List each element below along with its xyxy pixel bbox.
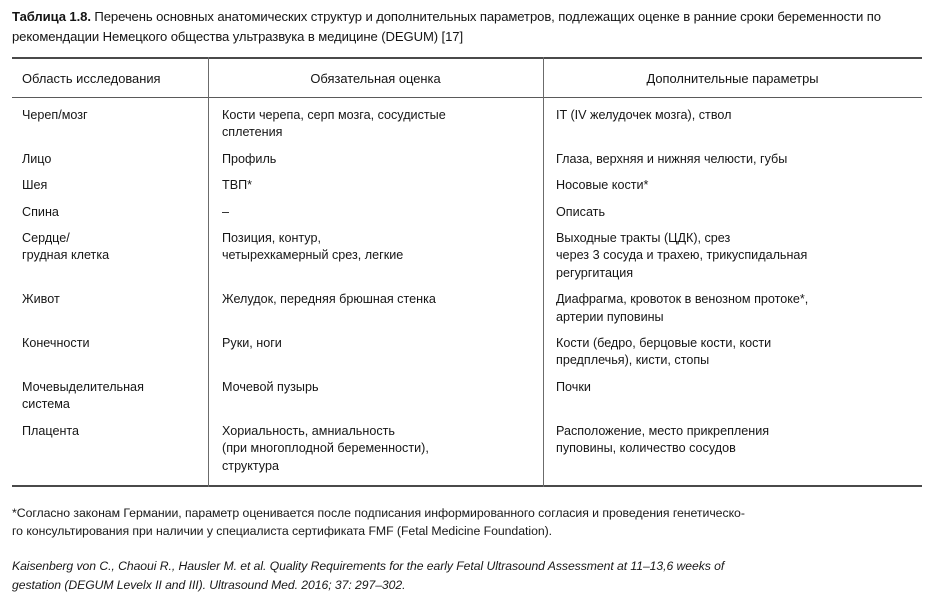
- table-row: [12, 418, 922, 486]
- table-row: [12, 286, 922, 330]
- citation-line-2: gestation (DEGUM Levelx II and III). Ultrasound Med. 2016; 37: 297–302.: [12, 577, 406, 592]
- cell-text-line: Диафрагма, кровоток в венозном протоке*,: [556, 292, 809, 307]
- cell-text-line: ТВП*: [222, 178, 253, 193]
- table-row: [12, 330, 922, 374]
- cell-text-line: Расположение, место прикрепления: [556, 423, 770, 438]
- column-header-additional: Дополнительные параметры: [646, 71, 819, 86]
- cell-text-line: Спина: [22, 204, 59, 219]
- cell-area: [12, 374, 208, 418]
- cell-text-line: грудная клетка: [22, 248, 110, 263]
- table-row: [12, 199, 922, 225]
- cell-text-line: Мочевыделительная: [22, 379, 144, 394]
- table-row: [12, 172, 922, 198]
- cell-required: [208, 374, 543, 418]
- cell-area: [12, 330, 208, 374]
- table-caption-text: Перечень основных анатомических структур и дополнительных параметров, подлежащих оценке в ранние сроки беременности по рекомендации Немецкого общества ультразвука в медицине (DEGUM) [17]: [12, 9, 881, 44]
- footnote-line-1: *Согласно законам Германии, параметр оценивается после подписания информированного согласия и проведения генетическо-: [12, 505, 745, 520]
- cell-area: [12, 286, 208, 330]
- table-header-row: [12, 58, 922, 98]
- cell-text-line: (при многоплодной беременности),: [222, 441, 429, 456]
- cell-text-line: Выходные тракты (ЦДК), срез: [556, 231, 731, 246]
- cell-text-line: регургитация: [556, 265, 634, 280]
- table-footnote: [12, 504, 922, 540]
- anatomy-checklist-table: [12, 57, 922, 487]
- cell-text-line: структура: [222, 458, 279, 473]
- cell-additional: [543, 418, 922, 486]
- column-header-required: Обязательная оценка: [310, 71, 441, 86]
- cell-required: [208, 146, 543, 172]
- cell-additional: [543, 199, 922, 225]
- cell-required: [208, 330, 543, 374]
- cell-text-line: Описать: [556, 204, 606, 219]
- cell-area: [12, 225, 208, 286]
- table-row: [12, 98, 922, 146]
- cell-required: [208, 418, 543, 486]
- cell-area: [12, 172, 208, 198]
- cell-text-line: Носовые кости*: [556, 178, 649, 193]
- cell-area: [12, 146, 208, 172]
- cell-text-line: система: [22, 397, 70, 412]
- cell-text-line: Конечности: [22, 336, 90, 351]
- cell-text-line: Кости (бедро, берцовые кости, кости: [556, 336, 772, 351]
- cell-text-line: пуповины, количество сосудов: [556, 441, 736, 456]
- cell-area: [12, 199, 208, 225]
- table-caption-label: Таблица 1.8.: [12, 9, 91, 24]
- cell-text-line: Кости черепа, серп мозга, сосудистые: [222, 108, 446, 122]
- cell-text-line: Руки, ноги: [222, 336, 282, 351]
- cell-required: [208, 225, 543, 286]
- cell-additional: [543, 146, 922, 172]
- cell-additional: [543, 98, 922, 146]
- table-container: [12, 57, 922, 487]
- cell-text-line: Лицо: [22, 151, 52, 166]
- cell-text-line: Череп/мозг: [22, 108, 88, 122]
- column-header-area: Область исследования: [22, 71, 161, 86]
- column-divider-1: [208, 57, 209, 487]
- cell-additional: [543, 172, 922, 198]
- cell-required: [208, 199, 543, 225]
- cell-text-line: Почки: [556, 379, 591, 394]
- cell-additional: [543, 225, 922, 286]
- column-divider-2: [543, 57, 544, 487]
- table-header: [12, 58, 922, 98]
- table-caption: [12, 0, 922, 46]
- cell-text-line: Желудок, передняя брюшная стенка: [222, 292, 436, 307]
- cell-text-line: через 3 сосуда и трахею, трикуспидальная: [556, 248, 808, 263]
- cell-text-line: предплечья), кисти, стопы: [556, 353, 710, 368]
- cell-area: [12, 418, 208, 486]
- cell-text-line: IT (IV желудочек мозга), ствол: [556, 108, 732, 122]
- cell-additional: [543, 374, 922, 418]
- cell-text-line: Позиция, контур,: [222, 231, 321, 246]
- table-body: [12, 98, 922, 486]
- cell-text-line: Сердце/: [22, 231, 70, 246]
- cell-text-line: четырехкамерный срез, легкие: [222, 248, 404, 263]
- citation-line-1: Kaisenberg von C., Chaoui R., Hausler M. et al. Quality Requirements for the early Fetal Ultrasound Assessment at 11–13,6 weeks of: [12, 559, 725, 574]
- cell-additional: [543, 330, 922, 374]
- cell-text-line: Профиль: [222, 151, 277, 166]
- cell-text-line: Хориальность, амниальность: [222, 423, 395, 438]
- cell-text-line: Живот: [22, 292, 60, 307]
- cell-text-line: –: [222, 204, 230, 219]
- table-row: [12, 225, 922, 286]
- cell-required: [208, 98, 543, 146]
- cell-text-line: Плацента: [22, 423, 80, 438]
- table-row: [12, 146, 922, 172]
- source-citation: [12, 557, 922, 594]
- table-row: [12, 374, 922, 418]
- cell-required: [208, 286, 543, 330]
- cell-text-line: Глаза, верхняя и нижняя челюсти, губы: [556, 151, 788, 166]
- cell-text-line: артерии пуповины: [556, 309, 664, 324]
- cell-required: [208, 172, 543, 198]
- footnote-line-2: го консультирования при наличии у специалиста сертификата FMF (Fetal Medicine Foundation).: [12, 524, 553, 539]
- cell-text-line: Мочевой пузырь: [222, 379, 319, 394]
- cell-area: [12, 98, 208, 146]
- cell-text-line: сплетения: [222, 125, 283, 140]
- cell-text-line: Шея: [22, 178, 48, 193]
- cell-additional: [543, 286, 922, 330]
